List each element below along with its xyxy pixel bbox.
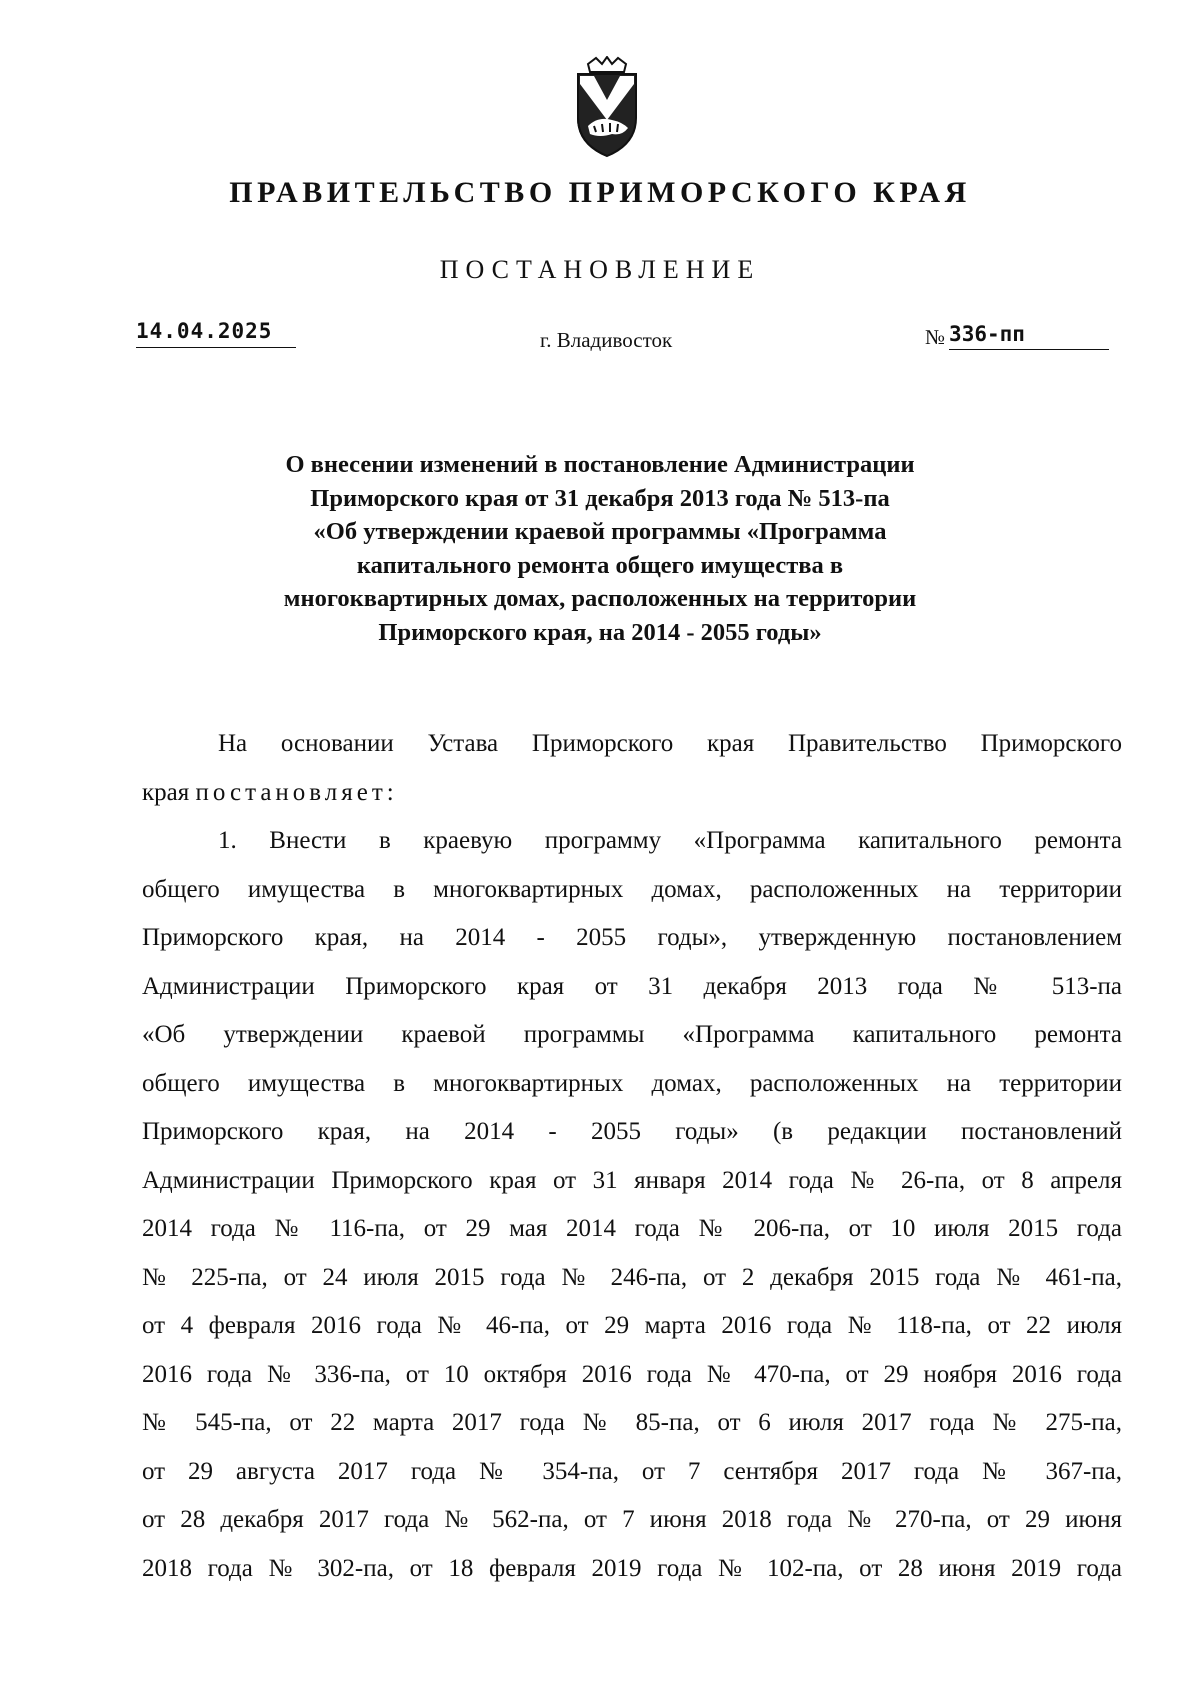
resolution-word: постановляет: [195, 778, 398, 806]
body-line: 2014 года № 116-па, от 29 мая 2014 года № 206-па, от 10 июля 2015 года [142, 1215, 1122, 1242]
body-line: № 225-па, от 24 июля 2015 года № 246-па, от 2 декабря 2015 года № 461-па, [142, 1263, 1122, 1291]
body-line: от 29 августа 2017 года № 354-па, от 7 сентября 2017 года № 367-па, [142, 1457, 1122, 1485]
body-line: 2018 года № 302-па, от 18 февраля 2019 года № 102-па, от 28 июня 2019 года [142, 1554, 1122, 1582]
body-line: от 28 декабря 2017 года № 562-па, от 7 июня 2018 года № 270-па, от 29 июня [142, 1506, 1122, 1533]
body-text: края [142, 778, 190, 806]
body-line: 1. Внести в краевую программу «Программа капитального ремонта [218, 827, 1122, 854]
heading-line: Приморского края от 31 декабря 2013 года № 513-па [310, 484, 890, 512]
document-number-block [925, 322, 1109, 350]
heading-line: О внесении изменений в постановление Администрации [285, 451, 915, 478]
number-sign: № [925, 325, 946, 349]
body-line: Администрации Приморского края от 31 января 2014 года № 26-па, от 8 апреля [142, 1166, 1122, 1194]
body-line [142, 769, 1122, 818]
document-type: ПОСТАНОВЛЕНИЕ [439, 255, 761, 284]
organization-title: ПРАВИТЕЛЬСТВО ПРИМОРСКОГО КРАЯ [229, 176, 971, 209]
coat-of-arms-emblem [572, 56, 642, 160]
document-number: 336-пп [949, 322, 1109, 350]
document-heading [130, 448, 1070, 650]
body-line: общего имущества в многоквартирных домах, расположенных на территории [142, 875, 1122, 903]
heading-line: многоквартирных домах, расположенных на территории [283, 585, 917, 613]
body-line: «Об утверждении краевой программы «Программа капитального ремонта [142, 1021, 1122, 1048]
body-line: На основании Устава Приморского края Правительство Приморского [218, 730, 1122, 757]
heading-line: «Об утверждении краевой программы «Программа [313, 518, 887, 546]
body-line: от 4 февраля 2016 года № 46-па, от 29 марта 2016 года № 118-па, от 22 июля [142, 1312, 1122, 1339]
body-line: Администрации Приморского края от 31 декабря 2013 года № 513-па [142, 972, 1122, 1000]
body-line: № 545-па, от 22 марта 2017 года № 85-па, от 6 июля 2017 года № 275-па, [142, 1409, 1122, 1436]
document-city: г. Владивосток [540, 328, 673, 352]
heading-line: капитального ремонта общего имущества в [356, 551, 844, 579]
document-body [142, 720, 1122, 1593]
body-line: 2016 года № 336-па, от 10 октября 2016 года № 470-па, от 29 ноября 2016 года [142, 1360, 1122, 1388]
body-line: Приморского края, на 2014 - 2055 годы» (в редакции постановлений [142, 1118, 1122, 1145]
document-date: 14.04.2025 [136, 319, 296, 348]
body-line: Приморского края, на 2014 - 2055 годы», утвержденную постановлением [142, 924, 1122, 951]
heading-line: Приморского края, на 2014 - 2055 годы» [378, 618, 822, 646]
body-line: общего имущества в многоквартирных домах, расположенных на территории [142, 1069, 1122, 1097]
